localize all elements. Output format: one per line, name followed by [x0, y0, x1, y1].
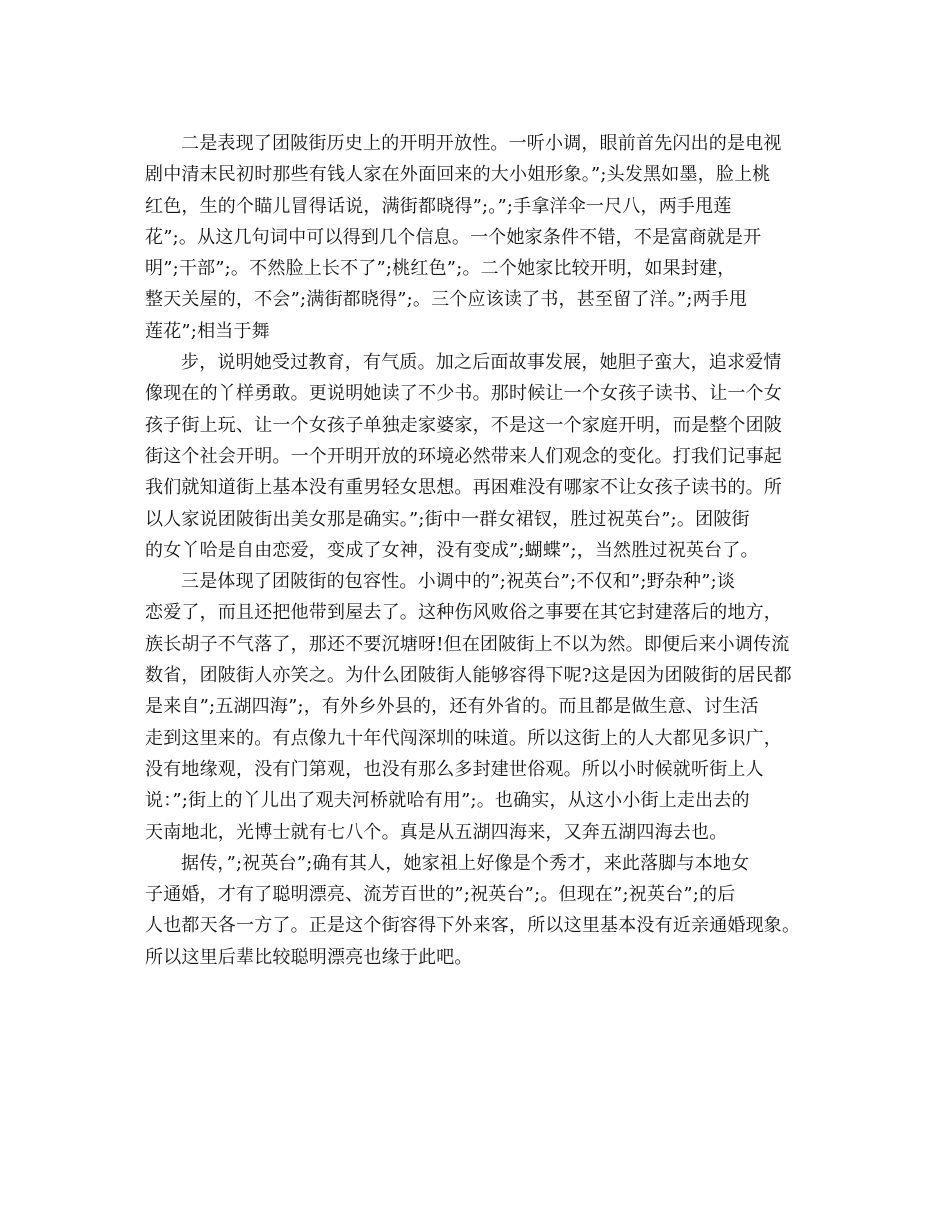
text-line: 明”;干部”;。不然脸上长不了”;桃红色”;。二个她家比较开明，如果封建， — [145, 258, 736, 280]
text-line: 花”;。从这几句词中可以得到几个信息。一个她家条件不错，不是富商就是开 — [145, 226, 762, 248]
text-line: 是来自”;五湖四海”;，有外乡外县的，还有外省的。而且都是做生意、讨生活 — [145, 696, 759, 718]
text-line: 所以这里后辈比较聪明漂亮也缘于此吧。 — [145, 946, 473, 968]
text-line: 孩子街上玩、让一个女孩子单独走家婆家，不是这一个家庭开明，而是整个团陂 — [145, 414, 782, 436]
text-line: 说：”;街上的丫儿出了观夫河桥就哈有用”;。也确实，从这小小街上走出去的 — [145, 790, 750, 812]
text-line: 恋爱了，而且还把他带到屋去了。这种伤风败俗之事要在其它封建落后的地方， — [145, 602, 782, 624]
text-line: 的女丫哈是自由恋爱，变成了女神，没有变成”;蝴蝶”;，当然胜过祝英台了。 — [145, 539, 759, 561]
paragraph-4 — [145, 848, 809, 973]
text-line: 莲花”;相当于舞 — [145, 320, 270, 342]
text-line: 街这个社会开明。一个开明开放的环境必然带来人们观念的变化。打我们记事起 — [145, 445, 782, 467]
text-line: 二是表现了团陂街历史上的开明开放性。一听小调，眼前首先闪出的是电视 — [181, 133, 782, 154]
paragraph-1 — [145, 128, 809, 347]
text-line: 子通婚，才有了聪明漂亮、流芳百世的”;祝英台”;。但现在”;祝英台”;的后 — [145, 884, 736, 906]
text-line: 整天关屋的，不会”;满街都晓得”;。三个应该读了书，甚至留了洋。”;两手甩 — [145, 289, 748, 311]
text-line: 以人家说团陂街出美女那是确实。”;街中一群女裙钗，胜过祝英台”;。团陂街 — [145, 508, 750, 530]
paragraph-3 — [145, 566, 809, 848]
text-line: 天南地北，光博士就有七八个。真是从五湖四海来，又奔五湖四海去也。 — [145, 821, 728, 843]
text-line: 步，说明她受过教育，有气质。加之后面故事发展，她胆子蛮大，追求爱情 — [181, 352, 782, 374]
text-line: 人也都天各一方了。正是这个街容得下外来客，所以这里基本没有近亲通婚现象。 — [145, 915, 801, 937]
text-line: 走到这里来的。有点像九十年代闯深圳的味道。所以这街上的人大都见多识广， — [145, 727, 782, 749]
text-line: 红色，生的个瞄儿冒得话说，满街都晓得”;。”;手拿洋伞一尺八，两手甩莲 — [145, 195, 732, 217]
document-body — [145, 128, 809, 973]
paragraph-2 — [145, 347, 809, 566]
text-line: 数省，团陂街人亦笑之。为什么团陂街人能够容得下呢?这是因为团陂街的居民都 — [145, 665, 792, 687]
text-line: 我们就知道街上基本没有重男轻女思想。再困难没有哪家不让女孩子读书的。所 — [145, 477, 782, 499]
text-line: 三是体现了团陂街的包容性。小调中的”;祝英台”;不仅和”;野杂种”;谈 — [181, 571, 736, 593]
text-line: 没有地缘观，没有门第观，也没有那么多封建世俗观。所以小时候就听街上人 — [145, 758, 764, 780]
text-line: 族长胡子不气落了，那还不要沉塘呀!但在团陂街上不以为然。即便后来小调传流 — [145, 633, 790, 655]
text-line: 剧中清末民初时那些有钱人家在外面回来的大小姐形象。”;头发黑如墨，脸上桃 — [145, 164, 771, 186]
text-line: 据传，”;祝英台”;确有其人，她家祖上好像是个秀才，来此落脚与本地女 — [181, 852, 750, 874]
text-line: 像现在的丫样勇敢。更说明她读了不少书。那时候让一个女孩子读书、让一个女 — [145, 383, 782, 405]
